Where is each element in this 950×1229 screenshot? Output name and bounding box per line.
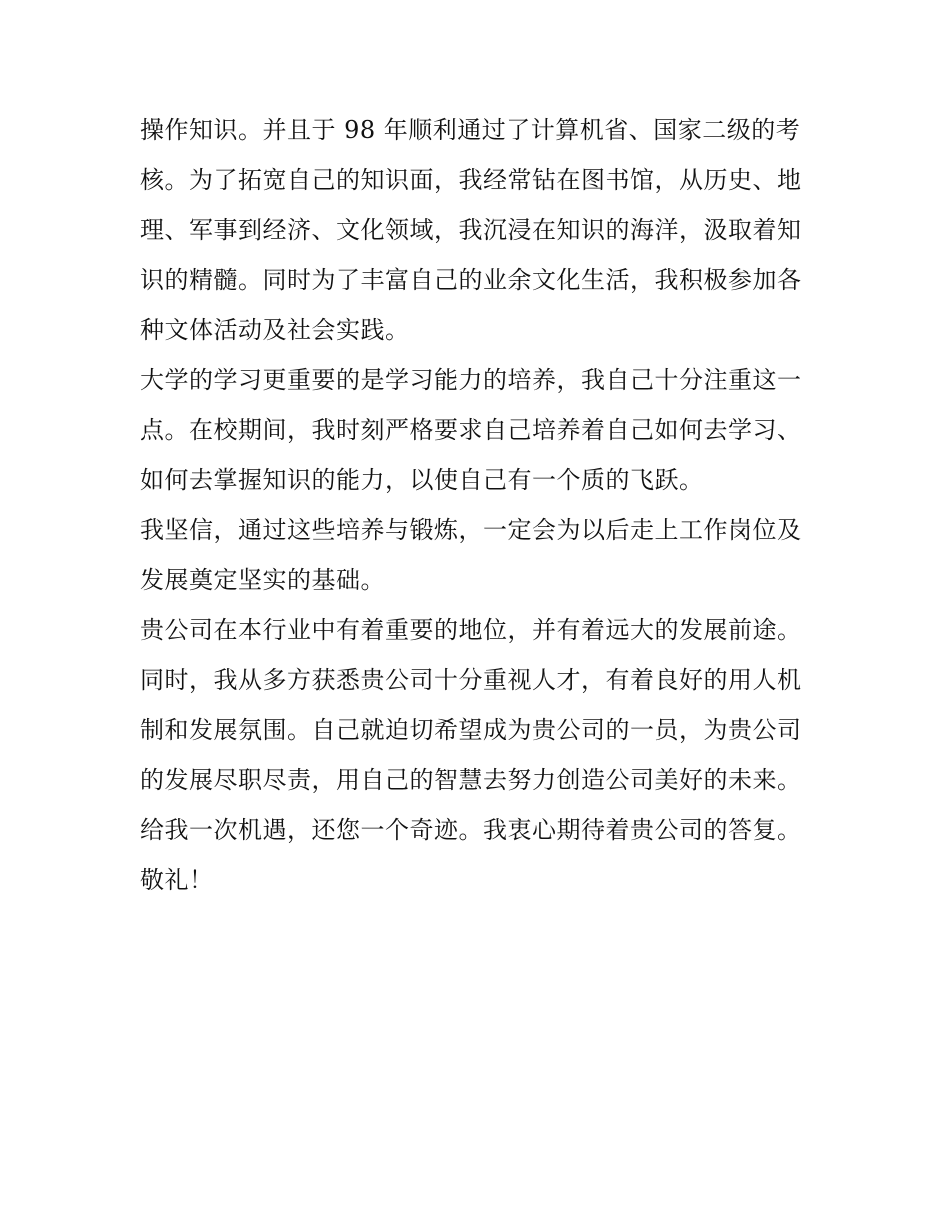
text-line: 我坚信，通过这些培养与锻炼，一定会为以后走上工作岗位及 xyxy=(140,516,802,544)
text-line: 操作知识。并且于 98 年顺利通过了计算机省、国家二级的考 xyxy=(140,116,801,144)
text-line: 理、军事到经济、文化领域，我沉浸在知识的海洋，汲取着知 xyxy=(140,216,802,244)
text-line: 的发展尽职尽责，用自己的智慧去努力创造公司美好的未来。 xyxy=(140,766,802,794)
text-line: 大学的学习更重要的是学习能力的培养，我自己十分注重这一 xyxy=(140,366,802,394)
text-line: 核。为了拓宽自己的知识面，我经常钻在图书馆，从历史、地 xyxy=(140,166,802,194)
closing-salutation: 敬礼！ xyxy=(140,866,214,894)
text-line: 制和发展氛围。自己就迫切希望成为贵公司的一员，为贵公司 xyxy=(140,716,802,744)
text-line: 识的精髓。同时为了丰富自己的业余文化生活，我积极参加各 xyxy=(140,266,802,294)
text-line: 点。在校期间，我时刻严格要求自己培养着自己如何去学习、 xyxy=(140,416,802,444)
text-line: 如何去掌握知识的能力，以使自己有一个质的飞跃。 xyxy=(140,466,704,494)
text-line: 同时，我从多方获悉贵公司十分重视人才，有着良好的用人机 xyxy=(140,666,802,694)
text-line: 贵公司在本行业中有着重要的地位，并有着远大的发展前途。 xyxy=(140,616,802,644)
text-line: 种文体活动及社会实践。 xyxy=(140,316,410,344)
document-body xyxy=(140,105,820,905)
text-line: 发展奠定坚实的基础。 xyxy=(140,566,385,594)
text-line: 给我一次机遇，还您一个奇迹。我衷心期待着贵公司的答复。 xyxy=(140,816,802,844)
